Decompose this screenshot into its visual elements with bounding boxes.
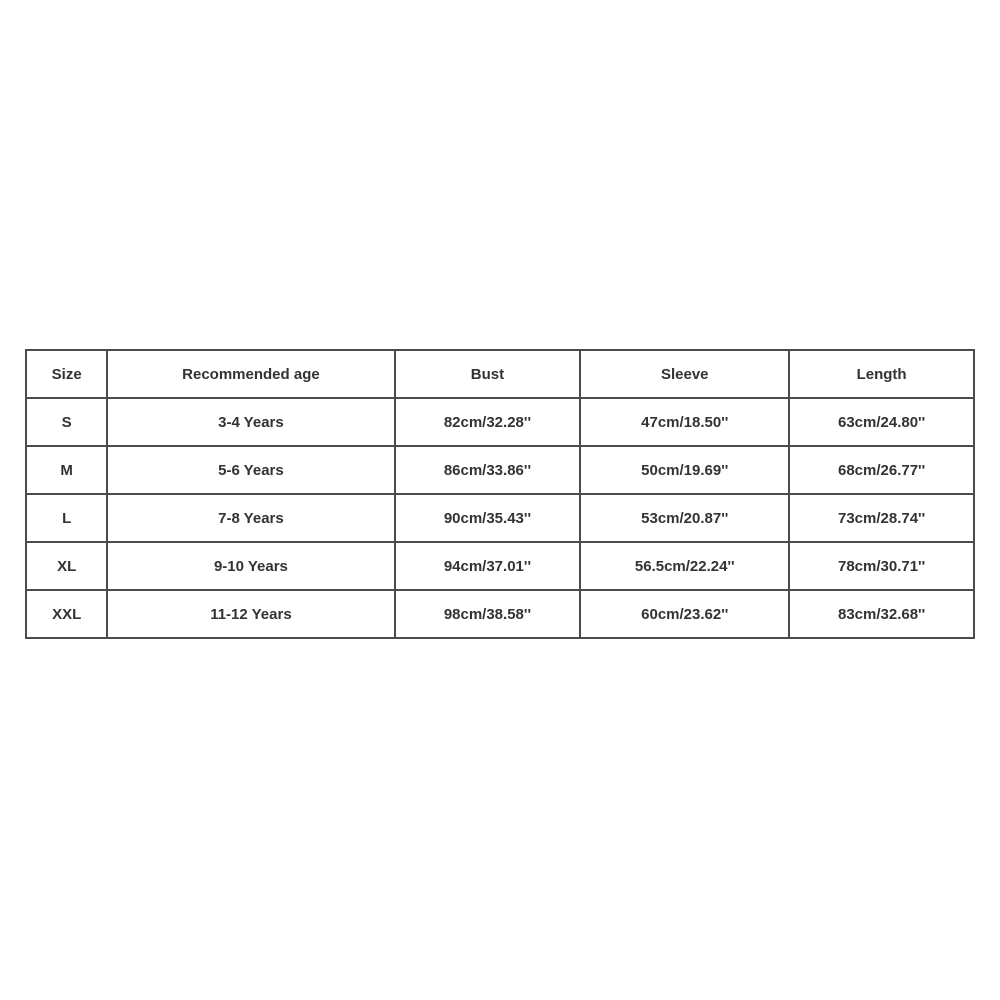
table-row bbox=[26, 446, 974, 494]
cell-sleeve: 56.5cm/22.24'' bbox=[580, 542, 789, 590]
cell-bust: 98cm/38.58'' bbox=[395, 590, 581, 638]
cell-length: 73cm/28.74'' bbox=[789, 494, 974, 542]
header-sleeve: Sleeve bbox=[580, 350, 789, 398]
cell-size: L bbox=[26, 494, 107, 542]
cell-recommended-age: 11-12 Years bbox=[107, 590, 394, 638]
cell-recommended-age: 9-10 Years bbox=[107, 542, 394, 590]
table-row bbox=[26, 398, 974, 446]
table-row bbox=[26, 590, 974, 638]
cell-size: S bbox=[26, 398, 107, 446]
cell-length: 78cm/30.71'' bbox=[789, 542, 974, 590]
cell-bust: 90cm/35.43'' bbox=[395, 494, 581, 542]
cell-size: M bbox=[26, 446, 107, 494]
cell-length: 63cm/24.80'' bbox=[789, 398, 974, 446]
cell-bust: 82cm/32.28'' bbox=[395, 398, 581, 446]
cell-sleeve: 50cm/19.69'' bbox=[580, 446, 789, 494]
cell-length: 83cm/32.68'' bbox=[789, 590, 974, 638]
cell-bust: 86cm/33.86'' bbox=[395, 446, 581, 494]
cell-length: 68cm/26.77'' bbox=[789, 446, 974, 494]
size-chart-table bbox=[25, 349, 975, 639]
cell-sleeve: 53cm/20.87'' bbox=[580, 494, 789, 542]
header-row bbox=[26, 350, 974, 398]
cell-size: XL bbox=[26, 542, 107, 590]
header-size: Size bbox=[26, 350, 107, 398]
cell-bust: 94cm/37.01'' bbox=[395, 542, 581, 590]
header-bust: Bust bbox=[395, 350, 581, 398]
cell-recommended-age: 3-4 Years bbox=[107, 398, 394, 446]
header-recommended-age: Recommended age bbox=[107, 350, 394, 398]
table-row bbox=[26, 542, 974, 590]
cell-size: XXL bbox=[26, 590, 107, 638]
table-row bbox=[26, 494, 974, 542]
cell-sleeve: 47cm/18.50'' bbox=[580, 398, 789, 446]
cell-sleeve: 60cm/23.62'' bbox=[580, 590, 789, 638]
cell-recommended-age: 7-8 Years bbox=[107, 494, 394, 542]
header-length: Length bbox=[789, 350, 974, 398]
cell-recommended-age: 5-6 Years bbox=[107, 446, 394, 494]
